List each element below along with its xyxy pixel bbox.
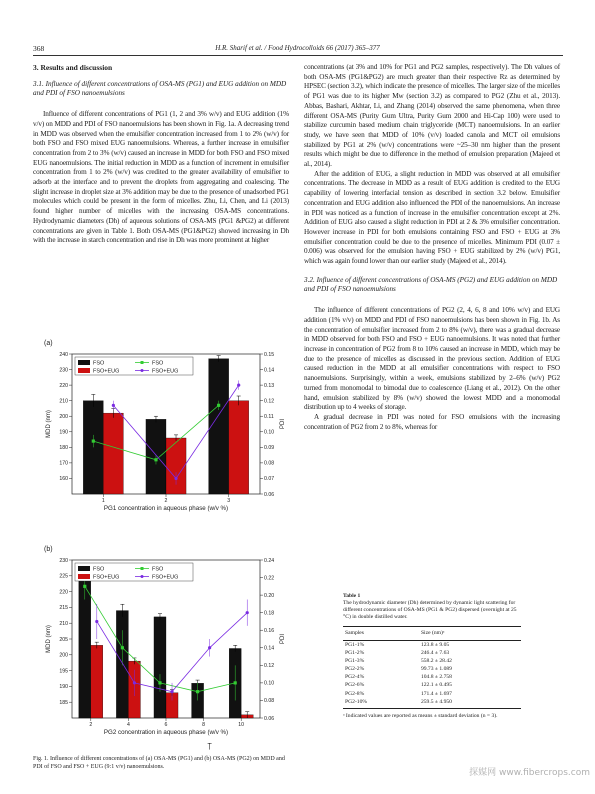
x-tick-label: 6 [164,722,168,728]
line-point [217,404,220,407]
table-row [343,666,521,674]
y2-tick-label: 0.16 [264,628,275,635]
legend-label: FSO+EUG [152,574,179,581]
y2-tick-label: 0.10 [264,429,275,436]
section-heading: 3. Results and discussion [33,63,113,72]
line-point [208,646,211,649]
y2-axis-label: PDI [280,418,286,430]
legend-label: FSO [152,566,164,573]
line-point [83,585,86,588]
line-point [158,681,161,684]
line-point [234,681,237,684]
table-cell: 123.8 ± 9.05 [420,641,450,648]
figure-caption: Fig. 1. Influence of different concentrations of (a) OSA-MS (PG1) and (b) OSA-MS (PG2) on MDD and PDI of FSO and FSO + EUG (9:1 v/v) nanoemulsions. [33,756,285,770]
y2-axis-label: PDI [280,633,286,645]
y-tick-label: 220 [59,589,68,596]
table-cell: 259.5 ± 4.950 [419,698,521,708]
table-cell: PG1-3% [345,658,365,665]
legend-marker [141,575,144,578]
table-cell: 171.4 ± 1.697 [420,690,452,697]
y-tick-label: 170 [59,460,68,467]
table-cell: 558.2 ± 28.42 [420,658,452,665]
table-label: Table 1 [343,593,361,599]
table-cell: 104.8 ± 2.758 [420,674,452,681]
y2-tick-label: 0.24 [264,557,275,564]
line-point [133,681,136,684]
chart-panel-b [30,540,292,750]
bar [91,645,103,718]
bar [166,438,186,494]
y2-tick-label: 0.11 [264,414,274,421]
paragraph: concentrations (at 3% and 10% for PG1 and PG2 samples, respectively). The Dh values of both OSA-MS (PG1&PG2) are much greater than their respective Rz as determined by HPSEC (section 3.2), which indicate the presence of micelles. The larger size of the micelles of PG1 was due to its higher Mw (section 3.2) as compared to PG2 (Zhu et al., 2013). Abbas, Bashari, Akhtar, Li, and Zhang (2014) observed the same phenomena, when three different OSA-MS (Purity Gum Ultra, Purity Gum 2000 and Hi-Cap 100) were used to stabilize curcumin based medium chain triglyceride (MCT) nanoemulsions. In an earlier study, we have seen that MDD of 10% (v/v) loaded canola and MCT oil emulsions stabilized by PG1 at 2% (w/v) concentrations were ~25–30 nm higher than the present results which might be due to difference in the method of emulsion preparation (Majeed et al., 2014). [304,63,560,169]
table-cell: PG2-4% [345,674,365,681]
watermark: 探媒网 www.fibercrops.com [469,768,590,778]
table-cell: 99.73 ± 1.089 [420,666,452,673]
table-cell: PG2-10% [343,698,419,708]
column-header: Size (nm)ᵃ [419,627,521,641]
y-axis-label: MDD (nm) [46,625,52,653]
x-axis-label: PG1 concentration in aqueous phase (w/v %) [103,505,229,512]
running-head: H.R. Sharif et al. / Food Hydrocolloids 66 (2017) 365–377 [215,44,380,52]
line-point [174,477,177,480]
y-tick-label: 215 [59,605,68,612]
y-tick-label: 220 [59,382,68,389]
y-tick-label: 230 [59,557,68,564]
legend-swatch [78,566,90,571]
legend-label: FSO [152,360,164,367]
table-row [343,641,521,650]
line-point [196,690,199,693]
header-rule [33,55,563,56]
y-tick-label: 160 [59,476,68,483]
table-row [343,690,521,698]
table-row [343,650,521,658]
legend-label: FSO+EUG [93,368,120,375]
table-header-row [343,627,521,641]
y-tick-label: 200 [59,414,68,421]
y-tick-label: 195 [59,668,68,675]
legend-label: FSO [93,360,105,367]
y-axis-label: MDD (nm) [46,410,52,438]
y2-tick-label: 0.18 [264,610,275,617]
y-tick-label: 230 [59,367,68,374]
legend-marker [141,567,144,570]
paragraph: After the addition of EUG, a slight reduction in MDD was observed at all emulsifier concentrations. The decrease in MDD as a result of EUG addition is credited to the EUG capability of lowering interfacial tension as described in section 3.2 below. Emulsifier concentration and EUG addition also influenced the PDI of the nanoemulsions. An increase in PDI was noticed as a function of increase in the emulsifier concentration except at 2%. Addition of EUG also caused a slight reduction in PDI at 2 & 3% emulsifier concentration. However increase in PDI for both emulsions containing FSO and FSO + EUG at 3% emulsifier concentration could be due to the presence of micelles. Minimum PDI (0.07 ± 0.006) was observed for the emulsion having FSO + EUG stabilized by 2% (w/v) PG1, which was again found lower than our earlier study (Majeed et al., 2014). [304,169,560,266]
y2-tick-label: 0.12 [264,663,275,670]
table-caption: The hydrodynamic diameter (Dh) determined by dynamic light scattering for different concentrations of OSA-MS (PG1 & PG2) dispersed (overnight at 25 °C) in double distilled water. [343,600,517,621]
table-cell: PG2-6% [345,682,365,689]
line-point [121,646,124,649]
y2-tick-label: 0.06 [264,491,275,498]
y-tick-label: 210 [59,621,68,627]
table-cell: PG2-2% [345,666,365,673]
panel-label: (a) [44,340,53,347]
chart-panel-a [30,336,292,526]
bar [103,413,123,494]
y2-tick-label: 0.20 [264,592,275,599]
legend-marker [141,361,144,364]
table-row [343,698,521,708]
x-tick-label: 1 [101,498,105,504]
legend-swatch [78,360,90,365]
y-tick-label: 205 [59,636,68,643]
x-tick-label: 8 [202,722,206,728]
panel-label: (b) [44,546,53,553]
y2-tick-label: 0.14 [264,367,275,374]
bar [209,359,229,494]
legend-label: FSO+EUG [152,368,179,375]
page-number: 368 [33,44,45,53]
subsection-heading-3-1: 3.1. Influence of different concentrations of OSA-MS (PG1) and EUG addition on MDD and PDI of FSO nanoemulsions [33,79,287,98]
x-tick-label: 10 [238,722,245,728]
x-tick-label: 2 [164,498,168,504]
legend-label: FSO+EUG [93,574,120,581]
line-point [112,404,115,407]
paragraph: The influence of different concentrations of PG2 (2, 4, 6, 8 and 10% w/v) and EUG addition (1% v/v) on MDD and PDI of FSO nanoemulsions has been shown in Fig. 1b. As the concentration of emulsifier increased from 2 to 8% (w/v), there was a gradual decrease in MDD observed for both FSO and FSO + EUG nanoemulsions. It was noted that further increase in concentration of PG2 from 8 to 10% caused an increase in MDD, which may be due to the presence of micelles as discussed in the previous section. Addition of EUG caused reduction in the MDD at all emulsifier concentrations with respect to FSO nanoemulsions. Surprisingly, within a week, emulsions stabilized by 2–6% (w/v) PG2 turned from monomodal to bimodal due to coalescence (Liang et al., 2012). On the other hand, emulsion stabilized by 8% (w/v) showed the lowest MDD and a monomodal distribution up to 4 weeks of storage. [304,306,560,412]
y-tick-label: 200 [59,652,68,659]
line-point [154,458,157,461]
y-tick-label: 180 [59,445,68,452]
line-point [92,440,95,443]
y-tick-label: 225 [59,573,68,580]
x-axis-label: PG2 concentration in aqueous phase (w/v %) [103,729,229,736]
legend-swatch [78,368,90,373]
table-row [343,658,521,666]
column-header: Samples [343,627,419,641]
table-row [343,674,521,682]
table-footnote: ᵃ Indicated values are reported as means ± standard deviation (n = 3). [343,712,498,719]
line-point [237,384,240,387]
left-column [33,63,289,246]
y2-tick-label: 0.15 [264,351,275,358]
y2-tick-label: 0.06 [264,715,275,722]
line-point [246,611,249,614]
y2-tick-label: 0.08 [264,698,275,705]
paragraph: A gradual decrease in PDI was noted for FSO emulsions with the increasing concentration of PG2 from 2 to 8%, whereas for [304,412,560,431]
x-tick-label: 2 [89,722,93,728]
table-row [343,682,521,690]
legend-marker [141,369,144,372]
y2-tick-label: 0.13 [264,382,275,389]
y2-tick-label: 0.14 [264,645,275,652]
table-cell: PG1-2% [345,650,365,657]
table-cell: 246.4 ± 7.63 [420,650,450,657]
subsection-heading-3-2: 3.2. Influence of different concentrations of OSA-MS (PG2) and EUG addition on MDD and PDI of FSO nanoemulsions [304,275,558,294]
y-tick-label: 240 [59,351,68,358]
bar [154,617,166,718]
right-column [304,63,560,432]
table-cell: PG1-1% [345,641,365,648]
x-tick-label: 4 [126,722,130,728]
y2-tick-label: 0.10 [264,680,275,687]
legend-swatch [78,574,90,579]
y2-tick-label: 0.12 [264,398,275,405]
paragraph: Influence of different concentrations of PG1 (1, 2 and 3% w/v) and EUG addition (1% v/v) on MDD and PDI of FSO nanoemulsions has been shown in Fig. 1a. A decreasing trend in MDD was observed when the emulsifier concentration increased from 1 to 2% (w/v) for both FSO and FSO mixed EUG nanoemulsions. Whereas, a further increase in emulsifier concentration from 2 to 3% (w/v) caused an increase in MDD for both FSO and FSO mixed EUG nanoemulsions. The initial reduction in MDD as a function of increment in emulsifier concentration from 1 to 2% (w/v) was credited to the greater availability of emulsifier to adsorb at the interface and to prevent the droplets from aggregating and coalescing. The slight increase in droplet size at 3% addition may be due to the presence of unadsorbed PG1 molecules which could be present in the form of micelles. Zhu, Li, Chen, and Li (2013) found higher number of micelles with the increasing OSA-MS concentrations. Hydrodynamic diameters (Dh) of aqueous solutions of OSA-MS (PG1 &PG2) at different concentrations are given in Table 1. Both OSA-MS (PG1&PG2) showed increasing in Dh with the increase in starch concentration and rise in Dh was more prominent at higher [33,110,289,245]
line-point [170,690,173,693]
y2-tick-label: 0.07 [264,476,275,483]
y-tick-label: 210 [59,398,68,405]
y2-tick-label: 0.08 [264,460,275,467]
table-cell: PG2-8% [345,690,365,697]
y2-tick-label: 0.09 [264,445,275,452]
y2-tick-label: 0.22 [264,575,275,582]
line-point [95,620,98,623]
x-tick-label: 3 [227,498,231,504]
table-1 [343,593,521,720]
table [343,626,521,708]
legend-label: FSO [93,566,105,573]
bar [229,401,249,494]
y-tick-label: 190 [59,684,68,691]
table-cell: 122.1 ± 0.495 [420,682,452,689]
y-tick-label: 185 [59,700,68,706]
y-tick-label: 190 [59,429,68,436]
